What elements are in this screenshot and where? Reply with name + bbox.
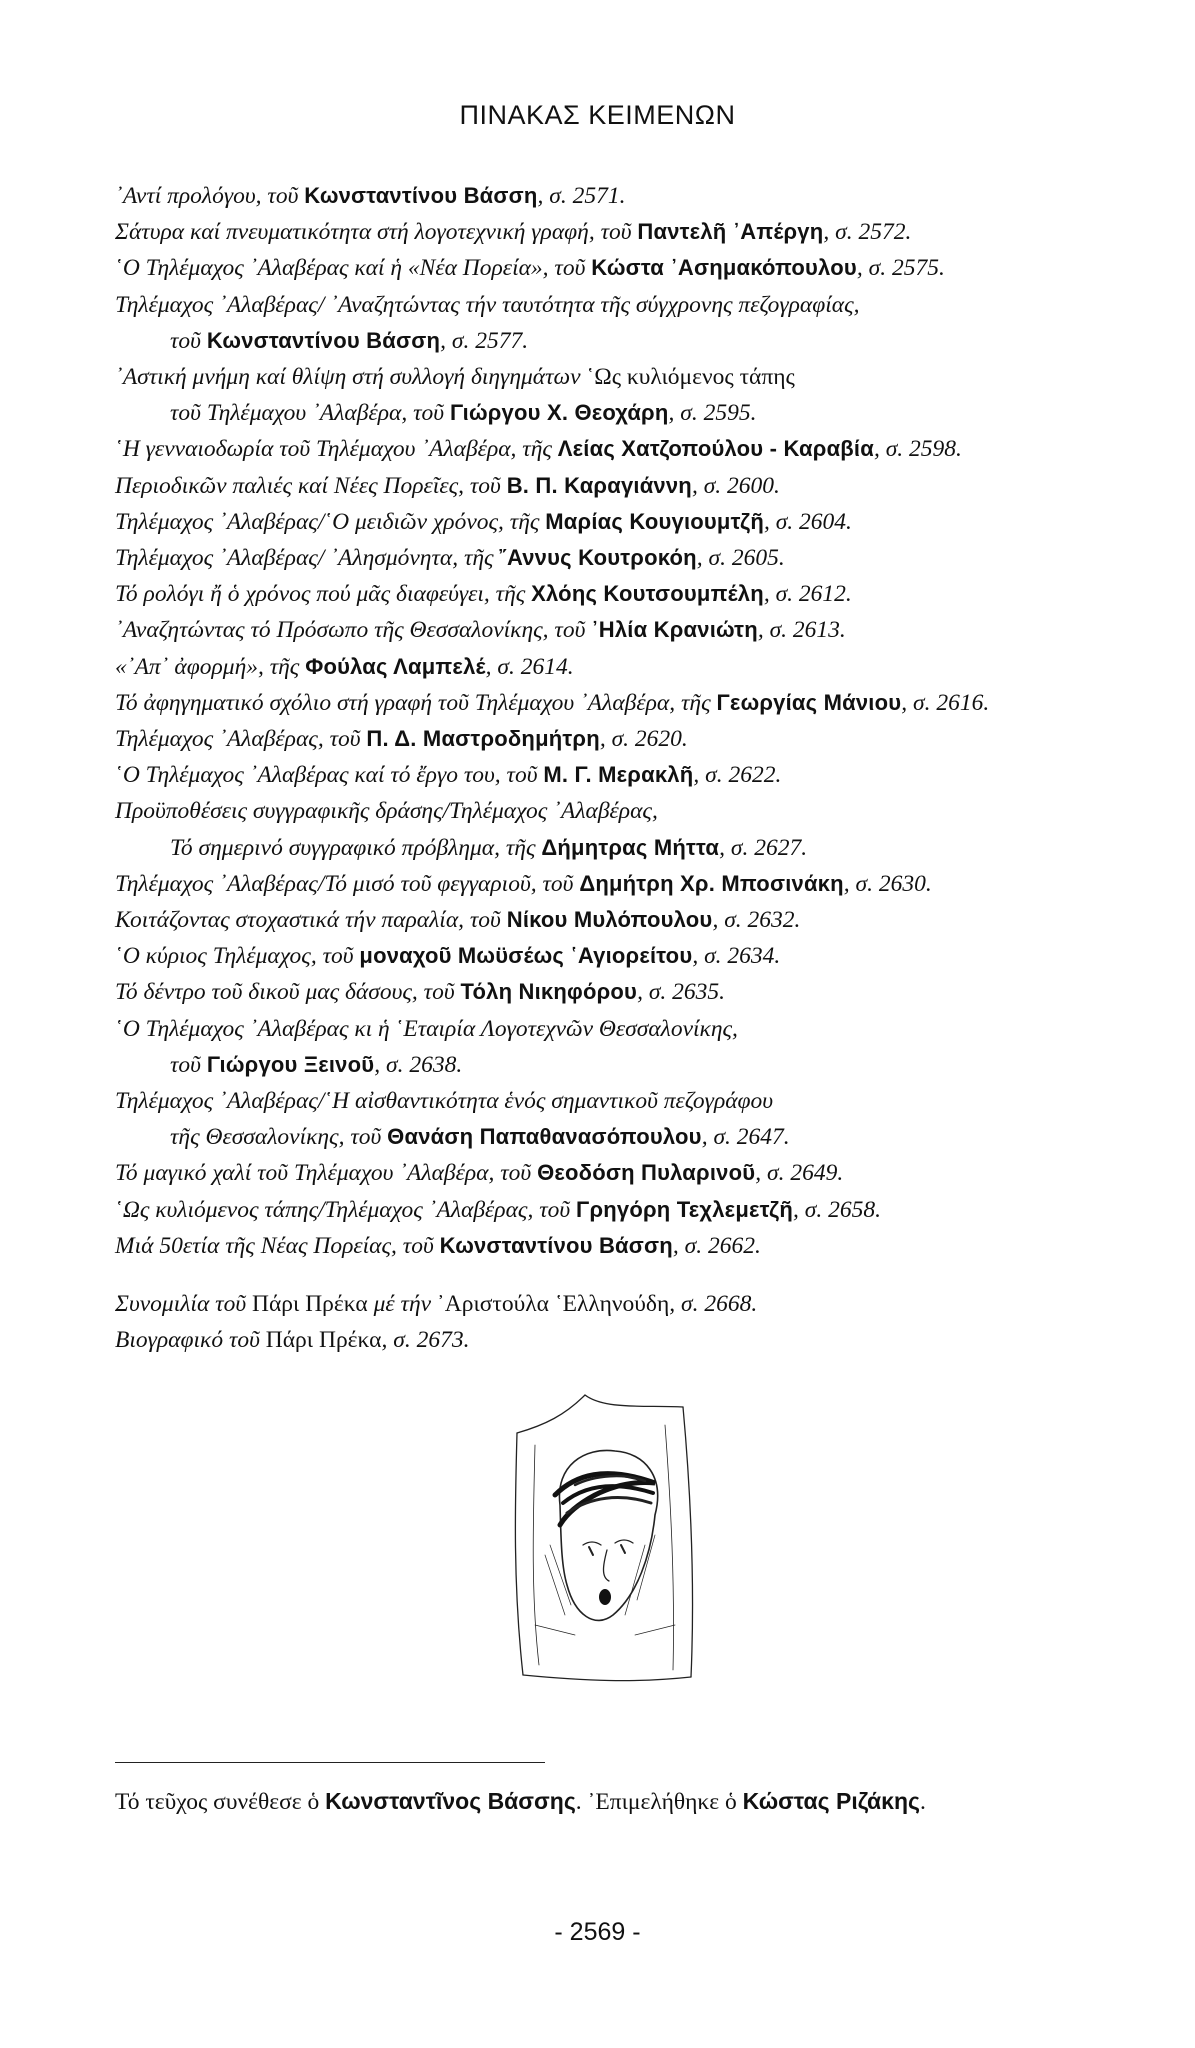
entry-title: Τό μαγικό χαλί τοῦ Τηλέμαχου ᾿Αλαβέρα, τοῦ (115, 1160, 538, 1187)
entry-page: , σ. 2635. (637, 979, 726, 1006)
toc-entry (115, 1192, 1115, 1228)
entry-title: Τηλέμαχος ᾿Αλαβέρας/῾Ο μειδιῶν χρόνος, τῆς (115, 508, 546, 535)
entry-title: Τηλέμαχος ᾿Αλαβέρας/Τό μισό τοῦ φεγγαριοῦ, τοῦ (115, 870, 580, 897)
entry-title-cont: τοῦ Τηλέμαχου ᾿Αλαβέρα, τοῦ (170, 400, 450, 427)
entry-title: ῾Η γενναιοδωρία τοῦ Τηλέμαχου ᾿Αλαβέρα, τῆς (115, 436, 558, 463)
toc-entry (115, 468, 1115, 504)
toc-entry (115, 1083, 1115, 1155)
toc-entry (115, 1286, 1115, 1322)
entry-title: Κοιτάζοντας στοχαστικά τήν παραλία, τοῦ (115, 907, 507, 934)
colophon-text: . ᾿Επιμελήθηκε ὁ (575, 1789, 743, 1815)
entry-continuation (115, 395, 1115, 431)
toc-entry (115, 540, 1115, 576)
entry-page: , σ. 2571. (537, 183, 626, 209)
toc-extra-list (115, 1286, 1115, 1358)
toc-main-list (115, 178, 1115, 1264)
entry-page: , σ. 2605. (696, 545, 785, 572)
colophon-composer: Κωνσταντῖνος Βάσσης (325, 1788, 576, 1814)
toc-entry (115, 649, 1115, 685)
colophon-editor: Κώστας Ριζάκης (742, 1788, 920, 1814)
entry-page: , σ. 2638. (374, 1051, 463, 1078)
entry-author: Γεωργίας Μάνιου (716, 689, 902, 715)
entry-author: Νίκου Μυλόπουλου (506, 907, 713, 933)
entry-author: μοναχοῦ Μωϋσέως ῾Αγιορείτου (359, 943, 693, 969)
entry-title: ᾿Αντί προλόγου, τοῦ (115, 183, 305, 209)
entry-continuation (115, 1047, 1115, 1083)
entry-page: , σ. 2572. (823, 219, 912, 246)
entry-author: Κώστα ᾿Ασημακόπουλου (591, 255, 857, 281)
footnote-rule (115, 1762, 545, 1763)
entry-page: , σ. 2598. (873, 436, 962, 463)
toc-entry (115, 1155, 1115, 1191)
toc-entry (115, 902, 1115, 938)
entry-page: , σ. 2632. (712, 907, 801, 934)
entry-page: , σ. 2658. (793, 1196, 881, 1223)
entry-title: Συνομιλία τοῦ (115, 1291, 252, 1318)
entry-title: ᾿Αστική μνήμη καί θλίψη στή συλλογή διηγημάτων (115, 364, 587, 391)
entry-author: Γιώργου Χ. Θεοχάρη (449, 400, 669, 426)
toc-entry (115, 576, 1115, 612)
entry-page: , σ. 2612. (763, 581, 852, 608)
entry-page: , σ. 2649. (755, 1160, 844, 1187)
toc-entry (115, 685, 1115, 721)
entry-title: Μιά 50ετία τῆς Νέας Πορείας, τοῦ (115, 1232, 440, 1259)
entry-title: Προϋποθέσεις συγγραφικῆς δράσης/Τηλέμαχος ᾿Αλαβέρας, (115, 798, 658, 825)
toc-entry (115, 974, 1115, 1010)
entry-title: «᾿Απ᾿ ἀφορμή», τῆς (115, 653, 306, 680)
entry-page: , σ. 2595. (668, 400, 757, 427)
entry-title-upright: Πάρι Πρέκα (252, 1291, 368, 1318)
toc-entry (115, 287, 1115, 359)
entry-author: Π. Δ. Μαστροδημήτρη (366, 726, 600, 752)
entry-author: Γρηγόρη Τεχλεμετζῆ (576, 1196, 794, 1222)
entry-author: Μ. Γ. Μερακλῆ (543, 762, 694, 788)
entry-title: Τηλέμαχος ᾿Αλαβέρας/ ᾿Αναζητώντας τήν ταυτότητα τῆς σύγχρονης πεζογραφίας, (115, 291, 860, 318)
entry-title: Βιογραφικό τοῦ (115, 1327, 266, 1354)
entry-author: Μαρίας Κουγιουμτζῆ (545, 508, 764, 534)
entry-page: , σ. 2600. (691, 472, 780, 499)
colophon-text: Τό τεῦχος συνέθεσε ὁ (115, 1789, 326, 1815)
entry-page: , σ. 2577. (440, 327, 529, 354)
entry-title-upright: Πάρι Πρέκα (265, 1327, 382, 1354)
entry-author: Τόλη Νικηφόρου (460, 979, 638, 1005)
entry-title: ῾Ο κύριος Τηλέμαχος, τοῦ (115, 943, 360, 970)
toc-entry (115, 1228, 1115, 1264)
toc-entry (115, 431, 1115, 467)
entry-author: Θεοδόση Πυλαρινοῦ (537, 1160, 756, 1186)
entry-author: Δημήτρη Χρ. Μποσινάκη (579, 870, 844, 896)
entry-title: ᾿Αναζητώντας τό Πρόσωπο τῆς Θεσσαλονίκης, τοῦ (115, 617, 592, 644)
toc-entry (115, 178, 1115, 214)
entry-page: , σ. 2616. (901, 689, 990, 716)
entry-page: , σ. 2614. (485, 653, 574, 680)
page-number: - 2569 - (554, 1918, 641, 1946)
toc-entry (115, 1322, 1115, 1358)
entry-author: ῎Αννυς Κουτροκόη (499, 545, 697, 571)
toc-entry (115, 938, 1115, 974)
entry-author: Φούλας Λαμπελέ (305, 653, 486, 679)
entry-title-upright: ῾Ως κυλιόμενος τάπης (586, 364, 795, 391)
colophon-text: . (920, 1789, 926, 1815)
entry-title: μέ τήν (367, 1291, 437, 1318)
entry-page: , σ. 2622. (693, 762, 782, 789)
entry-author: Κωνσταντίνου Βάσση (304, 183, 538, 208)
sketch-drawing (505, 1385, 705, 1690)
entry-author: Θανάση Παπαθανασόπουλου (387, 1124, 702, 1150)
entry-title-cont: τοῦ (170, 327, 207, 354)
entry-title-upright: ᾿Αριστούλα ῾Ελληνούδη (436, 1291, 670, 1318)
entry-title: ῾Ο Τηλέμαχος ᾿Αλαβέρας καί ἡ «Νέα Πορεία», τοῦ (115, 255, 592, 282)
table-of-contents (115, 178, 1115, 1359)
entry-title: Σάτυρα καί πνευματικότητα στή λογοτεχνική γραφή, τοῦ (115, 219, 638, 246)
entry-page: , σ. 2630. (843, 870, 932, 897)
entry-title: Περιοδικῶν παλιές καί Νέες Πορεῖες, τοῦ (115, 472, 507, 499)
toc-entry (115, 359, 1115, 431)
toc-entry (115, 866, 1115, 902)
entry-continuation (115, 323, 1115, 359)
entry-page: , σ. 2627. (719, 834, 808, 861)
entry-author: Παντελῆ ᾿Απέργη (637, 219, 824, 245)
toc-entry (115, 757, 1115, 793)
entry-page: , σ. 2668. (669, 1291, 758, 1318)
entry-title: ῾Ως κυλιόμενος τάπης/Τηλέμαχος ᾿Αλαβέρας, τοῦ (115, 1196, 577, 1223)
toc-entry (115, 504, 1115, 540)
entry-author: Κωνσταντίνου Βάσση (206, 327, 441, 353)
entry-author: Κωνσταντίνου Βάσση (439, 1232, 673, 1258)
entry-author: Γιώργου Ξεινοῦ (206, 1051, 375, 1077)
entry-title-cont: τῆς Θεσσαλονίκης, τοῦ (170, 1124, 388, 1151)
colophon (115, 1788, 926, 1816)
entry-page: , σ. 2620. (599, 726, 688, 753)
entry-title: Τηλέμαχος ᾿Αλαβέρας, τοῦ (115, 726, 367, 753)
page-title: ΠΙΝΑΚΑΣ ΚΕΙΜΕΝΩΝ (459, 100, 736, 130)
entry-author: Χλόης Κουτσουμπέλη (531, 581, 764, 607)
entry-title: Τηλέμαχος ᾿Αλαβέρας/῾Η αἰσθαντικότητα ἑνός σημαντικοῦ πεζογράφου (115, 1088, 774, 1115)
entry-author: ᾿Ηλία Κρανιώτη (591, 617, 758, 643)
entry-page: , σ. 2604. (763, 508, 852, 535)
entry-page: , σ. 2613. (757, 617, 846, 644)
toc-entry (115, 721, 1115, 757)
entry-title: ῾Ο Τηλέμαχος ᾿Αλαβέρας κι ἡ ῾Εταιρία Λογοτεχνῶν Θεσσαλονίκης, (115, 1015, 738, 1042)
entry-title-cont: τοῦ (170, 1051, 207, 1078)
entry-title: Τό ἀφηγηματικό σχόλιο στή γραφή τοῦ Τηλέμαχου ᾿Αλαβέρα, τῆς (115, 689, 717, 716)
entry-continuation (115, 830, 1115, 866)
entry-title: ῾Ο Τηλέμαχος ᾿Αλαβέρας καί τό ἔργο του, τοῦ (115, 762, 544, 789)
entry-title: Τηλέμαχος ᾿Αλαβέρας/ ᾿Αλησμόνητα, τῆς (115, 545, 500, 572)
entry-page: , σ. 2647. (701, 1124, 790, 1151)
entry-page: , σ. 2662. (672, 1232, 761, 1259)
toc-entry (115, 612, 1115, 648)
entry-author: Λείας Χατζοπούλου - Καραβία (557, 436, 874, 462)
toc-entry (115, 793, 1115, 865)
entry-author: Δήμητρας Μήττα (541, 834, 720, 860)
entry-title: Τό δέντρο τοῦ δικοῦ μας δάσους, τοῦ (115, 979, 461, 1006)
toc-entry (115, 214, 1115, 250)
entry-page: , σ. 2634. (692, 943, 781, 970)
entry-page: , σ. 2673. (381, 1327, 470, 1354)
entry-title-cont: Τό σημερινό συγγραφικό πρόβλημα, τῆς (170, 834, 542, 861)
entry-continuation (115, 1119, 1115, 1155)
entry-author: Β. Π. Καραγιάννη (506, 472, 692, 498)
entry-page: , σ. 2575. (856, 255, 945, 282)
entry-title: Τό ρολόγι ἤ ὁ χρόνος πού μᾶς διαφεύγει, τῆς (115, 581, 532, 608)
toc-entry (115, 1011, 1115, 1083)
toc-entry (115, 250, 1115, 286)
